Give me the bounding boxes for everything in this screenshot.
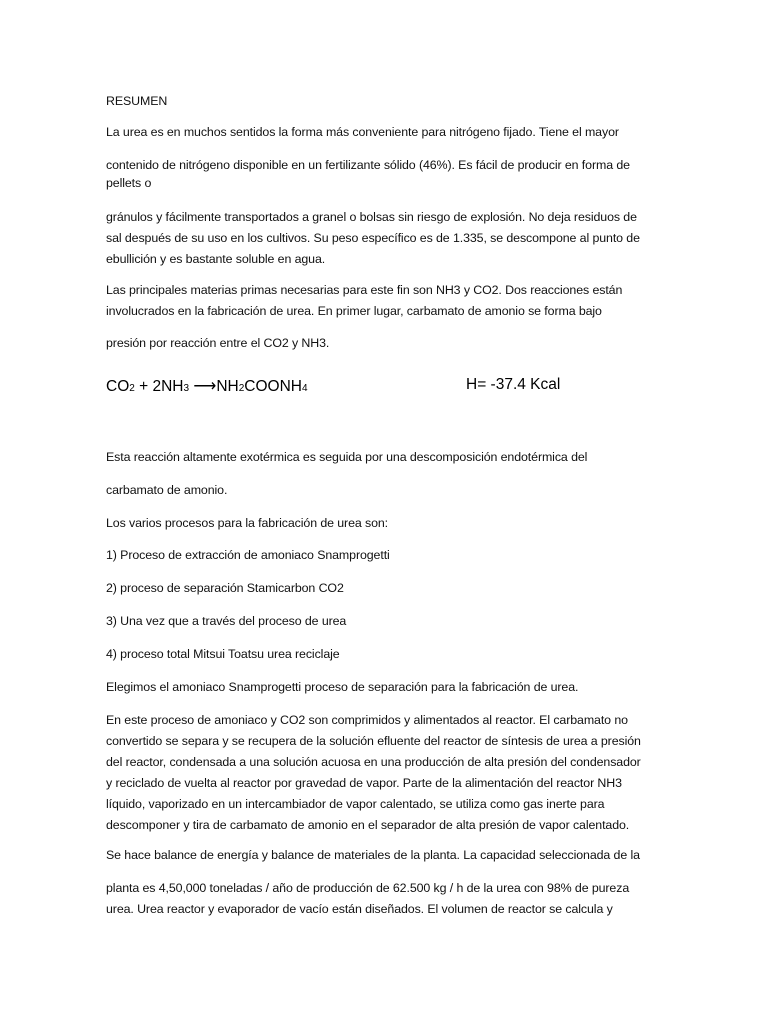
chemical-equation [106,376,666,400]
heading: RESUMEN [106,94,168,108]
paragraph-2-line-1: Las principales materias primas necesarias para este fin son NH3 y CO2. Dos reacciones están [106,283,623,297]
eq-nh2: NH [216,378,239,395]
list-item-3: 3) Una vez que a través del proceso de urea [106,614,347,628]
paragraph-3-line-1: Esta reacción altamente exotérmica es seguida por una descomposición endotérmica del [106,450,588,464]
list-item-2: 2) proceso de separación Stamicarbon CO2 [106,581,344,595]
reaction-arrow-icon: ⟶ [193,378,217,395]
paragraph-2-line-2: involucrados en la fabricación de urea. En primer lugar, carbamato de amonio se forma bajo [106,304,602,318]
paragraph-5: Elegimos el amoniaco Snamprogetti proceso de separación para la fabricación de urea. [106,680,579,694]
paragraph-1-line-4: gránulos y fácilmente transportados a granel o bolsas sin riesgo de explosión. No deja residuos de [106,210,637,224]
eq-coonh-sub: 4 [301,383,308,394]
paragraph-1-line-2: contenido de nitrógeno disponible en un fertilizante sólido (46%). Es fácil de producir en forma de [106,158,630,172]
equation-formula [106,376,308,396]
paragraph-6-line-5: líquido, vaporizado en un intercambiador de vapor calentado, se utiliza como gas inerte para [106,797,605,811]
paragraph-6-line-4: y reciclado de vuelta al reactor por gravedad de vapor. Parte de la alimentación del reactor NH3 [106,776,622,790]
list-item-4: 4) proceso total Mitsui Toatsu urea reciclaje [106,647,340,661]
eq-nh-sub: 3 [183,383,190,394]
paragraph-8-line-1: planta es 4,50,000 toneladas / año de producción de 62.500 kg / h de la urea con 98% de pureza [106,881,630,895]
paragraph-7: Se hace balance de energía y balance de materiales de la planta. La capacidad seleccionada de la [106,848,640,862]
paragraph-8-line-2: urea. Urea reactor y evaporador de vacío están diseñados. El volumen de reactor se calcula y [106,902,613,916]
eq-plus-nh: + 2NH [134,378,184,395]
eq-co: CO [106,378,130,395]
paragraph-1-line-3: pellets o [106,176,152,190]
paragraph-3-line-2: carbamato de amonio. [106,483,228,497]
paragraph-6-line-1: En este proceso de amoniaco y CO2 son comprimidos y alimentados al reactor. El carbamato no [106,713,628,727]
paragraph-1-line-6: ebullición y es bastante soluble en agua. [106,252,326,266]
equation-enthalpy: H= -37.4 Kcal [466,376,561,393]
eq-co-sub: 2 [129,383,135,394]
paragraph-6-line-3: del reactor, condensada a una solución acuosa en una producción de alta presión del condensador [106,755,641,769]
paragraph-6-line-2: convertido se separa y se recupera de la solución efluente del reactor de síntesis de urea a presión [106,734,641,748]
eq-coonh: COONH [244,378,302,395]
paragraph-4: Los varios procesos para la fabricación de urea son: [106,516,389,530]
paragraph-1-line-5: sal después de su uso en los cultivos. Su peso específico es de 1.335, se descompone al punto de [106,231,640,245]
list-item-1: 1) Proceso de extracción de amoniaco Snamprogetti [106,548,390,562]
paragraph-6-line-6: descomponer y tira de carbamato de amonio en el separador de alta presión de vapor calentado. [106,818,630,832]
paragraph-2-line-3: presión por reacción entre el CO2 y NH3. [106,336,330,350]
eq-nh2-sub: 2 [238,383,245,394]
paragraph-1-line-1: La urea es en muchos sentidos la forma más conveniente para nitrógeno fijado. Tiene el mayor [106,125,619,139]
